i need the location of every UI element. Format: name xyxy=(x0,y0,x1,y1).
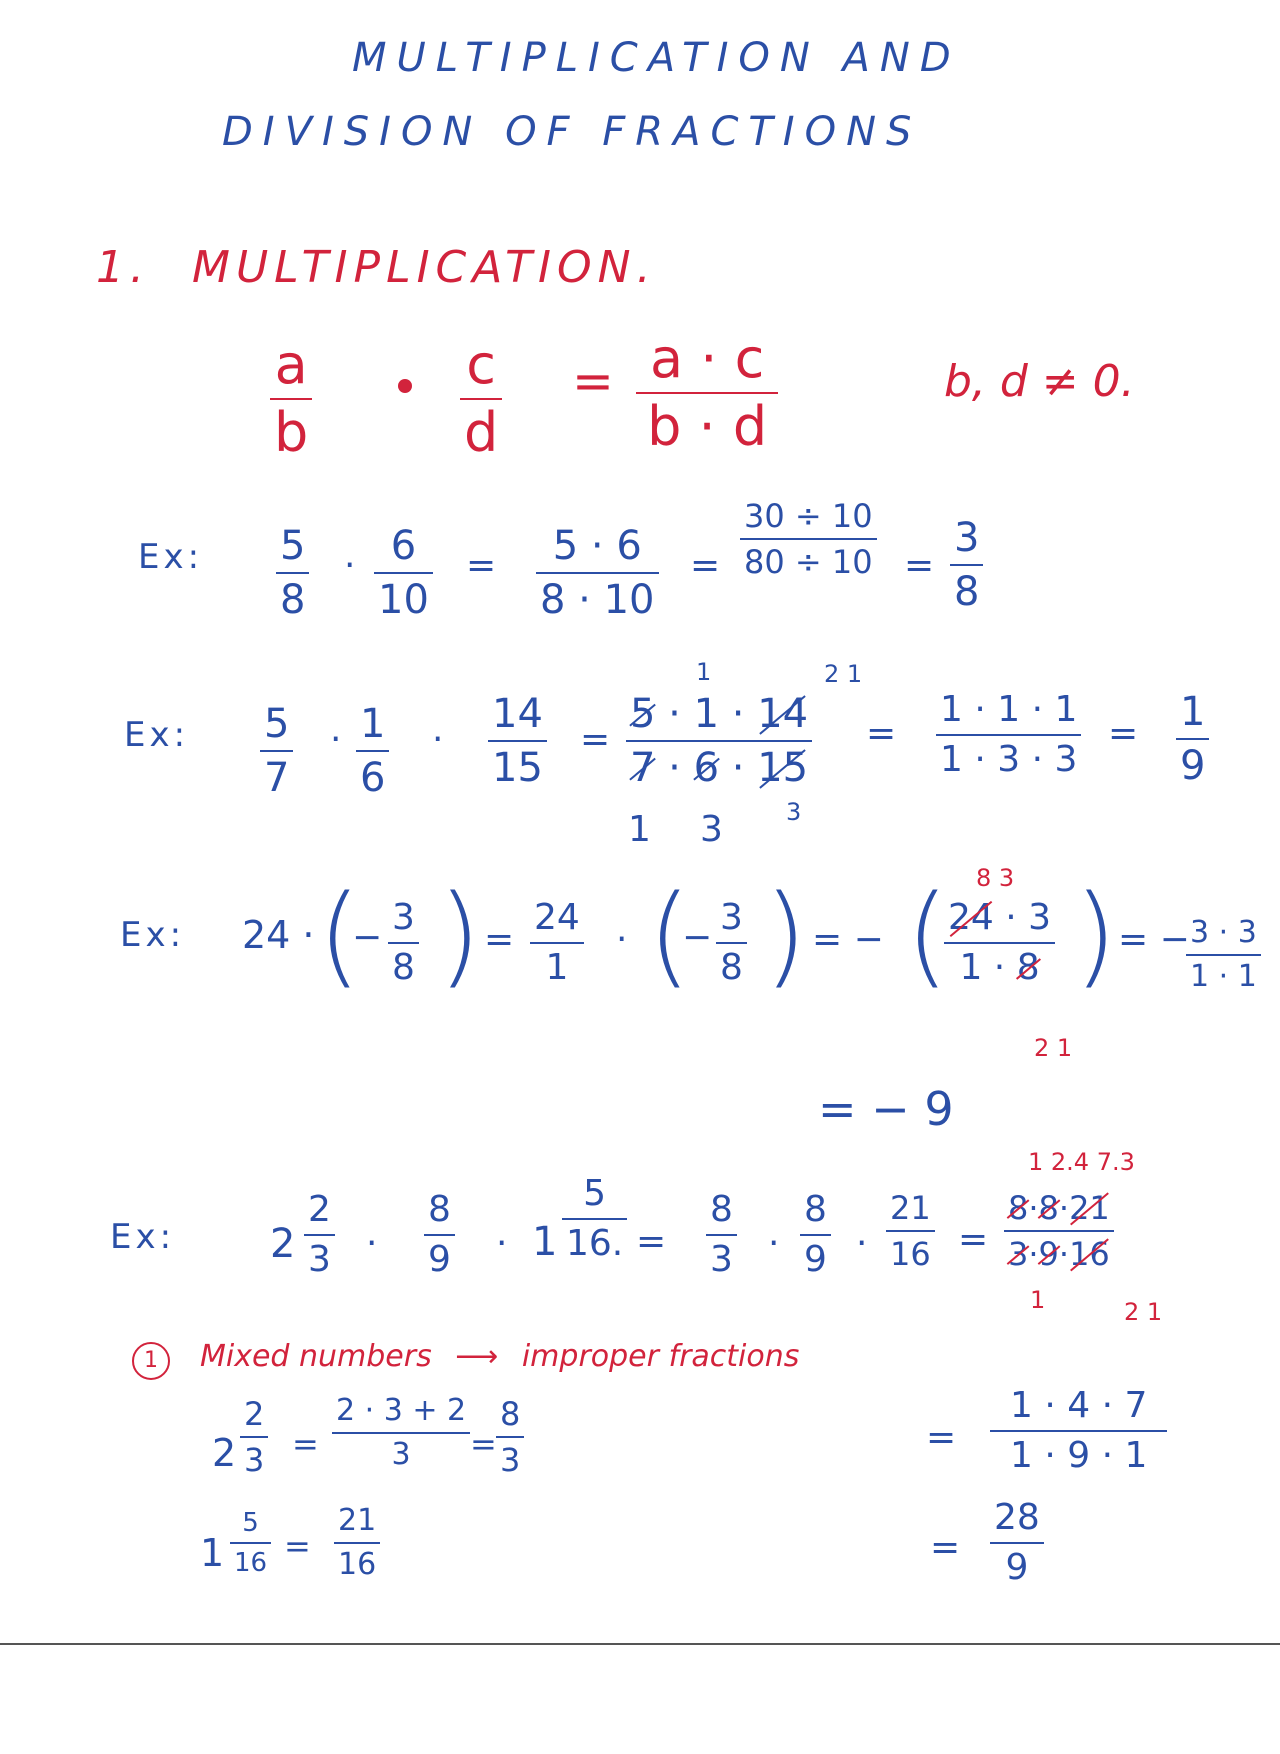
denominator: 1 xyxy=(545,947,569,988)
mixed-1-fraction xyxy=(240,1395,268,1479)
arrow-right-icon: ⟶ xyxy=(455,1339,499,1374)
fraction-bar xyxy=(1176,738,1209,740)
ex2-cancel-numerator xyxy=(626,691,812,737)
ex2-dot-2: · xyxy=(432,719,444,760)
rule-fraction-ab xyxy=(270,333,312,464)
denominator: 10 xyxy=(378,577,429,623)
fraction-bar xyxy=(332,1432,470,1434)
numerator: 5 xyxy=(242,1508,259,1538)
ex2-fraction-6 xyxy=(1176,689,1209,789)
ex2-cancel-fraction xyxy=(626,691,812,791)
ex3-paren-close-2: ) xyxy=(764,871,807,999)
numerator: 3 · 3 xyxy=(1190,915,1257,950)
ex4-equals-3: = xyxy=(926,1417,957,1458)
cancelled-14: 14 xyxy=(757,691,809,737)
note-step-badge: 1 xyxy=(132,1342,170,1380)
denominator: 9 xyxy=(1005,1547,1029,1588)
ex3-paren-close-1: ) xyxy=(438,871,481,999)
fraction-bar xyxy=(530,942,584,944)
fraction-bar xyxy=(374,572,433,574)
example-4-label: Ex: xyxy=(110,1217,176,1257)
numerator: 24 xyxy=(534,897,580,938)
ex3-paren-open-2: ( xyxy=(648,871,691,999)
ex4-result-1 xyxy=(990,1385,1167,1476)
ex4-equals-4: = xyxy=(930,1527,961,1568)
ex2-above-14: 2 1 xyxy=(824,660,863,688)
ex2-equals-2: = xyxy=(866,713,897,754)
cancelled-3: 3 xyxy=(1008,1235,1029,1273)
ex4-fraction-4 xyxy=(706,1189,737,1280)
ex4-cancel-numerator: 8·8·21 xyxy=(1008,1189,1110,1227)
denominator: 1 · 9 · 1 xyxy=(1010,1435,1148,1476)
cancelled-8b: 8 xyxy=(1038,1189,1059,1227)
cancelled-21: 21 xyxy=(1069,1189,1110,1227)
denominator: 16 xyxy=(338,1547,377,1582)
denominator: 8 · 10 xyxy=(540,577,655,623)
ex2-fraction-1 xyxy=(260,701,293,801)
ex1-fraction-4 xyxy=(740,497,877,581)
fraction-bar xyxy=(536,572,659,574)
denominator: 16 xyxy=(890,1235,931,1273)
ex2-below-15: 3 xyxy=(786,798,802,826)
mixed-1-equals-2: = xyxy=(470,1425,497,1463)
ex3-neg-1: − xyxy=(352,917,383,958)
mixed-2-whole: 1 xyxy=(200,1531,225,1575)
mixed-1-equals-1: = xyxy=(292,1425,319,1463)
fraction-bar xyxy=(488,740,547,742)
denominator: 16. xyxy=(566,1223,624,1264)
rule-fraction-cd xyxy=(460,333,502,464)
fraction-bar xyxy=(740,538,877,540)
ex3-equals-2: = − xyxy=(1118,919,1190,960)
ex4-dot-3: · xyxy=(768,1223,780,1264)
numerator: 8 xyxy=(804,1189,827,1230)
numerator: 30 ÷ 10 xyxy=(744,497,873,535)
mixed-1-result xyxy=(496,1395,524,1479)
page-divider xyxy=(0,1643,1280,1645)
rule-d: d xyxy=(464,401,499,464)
ex2-dot-1: · xyxy=(330,719,342,760)
denominator: 8 xyxy=(392,947,415,988)
mixed-2-fraction xyxy=(230,1510,271,1576)
fraction-bar xyxy=(936,734,1081,736)
denominator: 6 xyxy=(360,755,386,801)
ex3-fraction-1 xyxy=(388,897,419,988)
rule-ac: a · c xyxy=(650,327,765,390)
cancelled-16: 16 xyxy=(1069,1235,1110,1273)
ex1-fraction-5 xyxy=(950,515,983,615)
fraction-bar xyxy=(388,942,419,944)
example-3-label: Ex: xyxy=(120,915,186,955)
denominator: 8 xyxy=(280,577,306,623)
numerator: 3 xyxy=(954,515,980,561)
numerator: 6 xyxy=(390,523,417,569)
cancelled-5: 5 xyxy=(630,691,656,737)
numerator: 21 xyxy=(338,1503,377,1538)
ex3-cancel-denominator xyxy=(955,947,1043,988)
denominator: 8 xyxy=(954,569,980,615)
numerator: 2 xyxy=(308,1189,331,1230)
numerator: 5 xyxy=(280,523,306,569)
ex2-cancel-denominator xyxy=(626,745,812,791)
numerator: 21 xyxy=(890,1189,931,1227)
fraction-bar xyxy=(886,1230,935,1232)
multiplication-dot xyxy=(398,379,412,393)
ex4-fraction-6 xyxy=(886,1189,935,1273)
fraction-bar xyxy=(240,1436,268,1438)
ex3-above-24: 8 3 xyxy=(976,864,1015,892)
denominator: 7 xyxy=(264,755,290,801)
numerator: 3 xyxy=(392,897,415,938)
ex4-whole-1: 2 xyxy=(270,1221,296,1267)
ex4-fraction-1 xyxy=(304,1189,335,1280)
ex1-fraction-1 xyxy=(276,523,309,623)
mixed-1-step xyxy=(332,1393,470,1472)
ex1-fraction-3 xyxy=(536,523,659,623)
ex2-fraction-3 xyxy=(488,691,547,791)
ex3-paren-close-3: ) xyxy=(1074,871,1117,999)
rule-fraction-result xyxy=(636,327,778,458)
ex2-equals-1: = xyxy=(580,719,611,760)
fraction-bar xyxy=(950,564,983,566)
ex4-dot-2: · xyxy=(496,1223,508,1264)
fraction-bar xyxy=(636,392,778,394)
section-number: 1. xyxy=(96,242,150,293)
cancelled-24: 24 xyxy=(948,897,994,938)
numerator: 1 xyxy=(1180,689,1206,735)
ex4-result-2 xyxy=(990,1497,1044,1588)
rule-a: a xyxy=(274,333,308,396)
denominator: 9 xyxy=(428,1239,451,1280)
mixed-1-whole: 2 xyxy=(212,1431,237,1475)
section-title: MULTIPLICATION. xyxy=(191,242,657,293)
fraction-bar xyxy=(1186,954,1261,956)
denominator: 9 xyxy=(1180,743,1206,789)
denominator-1: 1 · xyxy=(959,947,1017,988)
ex1-fraction-2 xyxy=(374,523,433,623)
ex3-below-8: 2 1 xyxy=(1034,1034,1073,1062)
fraction-bar xyxy=(230,1542,271,1544)
fraction-bar xyxy=(304,1234,335,1236)
ex4-fraction-3 xyxy=(562,1173,627,1264)
denominator: 1 · 1 xyxy=(1190,959,1257,994)
numerator: 8 xyxy=(500,1395,521,1433)
numerator: 8 xyxy=(710,1189,733,1230)
ex2-above-5: 1 xyxy=(696,658,712,686)
fraction-bar xyxy=(990,1542,1044,1544)
ex4-dot-1: · xyxy=(366,1223,378,1264)
ex1-equals-2: = xyxy=(690,545,721,586)
denominator: 3 xyxy=(244,1441,265,1479)
ex3-cancel-numerator xyxy=(944,897,1055,938)
note-text-2: improper fractions xyxy=(521,1339,800,1374)
ex3-fraction-3 xyxy=(716,897,747,988)
fraction-bar xyxy=(800,1234,831,1236)
numerator: 1 · 4 · 7 xyxy=(1010,1385,1148,1426)
numerator: 8 xyxy=(428,1189,451,1230)
ex4-equals-1: = xyxy=(636,1221,667,1262)
ex4-whole-2: 1 xyxy=(532,1219,558,1265)
rule-c: c xyxy=(466,333,496,396)
fraction-bar xyxy=(260,750,293,752)
dot: · xyxy=(719,745,758,791)
fraction-bar xyxy=(1004,1230,1114,1232)
ex2-equals-3: = xyxy=(1108,713,1139,754)
ex4-below-left: 1 xyxy=(1030,1286,1046,1314)
fraction-bar xyxy=(990,1430,1167,1432)
ex1-equals-3: = xyxy=(904,545,935,586)
fraction-bar xyxy=(716,942,747,944)
ex1-dot: · xyxy=(344,545,356,586)
ex3-equals-minus: = − xyxy=(812,919,884,960)
note-mixed-numbers xyxy=(200,1339,800,1374)
fraction-bar xyxy=(626,740,812,742)
ex4-equals-2: = xyxy=(958,1219,989,1260)
denominator: 3 xyxy=(308,1239,331,1280)
ex2-fraction-2 xyxy=(356,701,389,801)
ex3-fraction-5 xyxy=(1186,915,1261,994)
ex4-above: 1 2.4 7.3 xyxy=(1028,1148,1135,1176)
denominator: 3 xyxy=(500,1441,521,1479)
ex3-cancel-fraction xyxy=(944,897,1055,988)
denominator: 8 xyxy=(720,947,743,988)
cancelled-6: 6 xyxy=(693,745,720,791)
ex2-below-6: 3 xyxy=(700,809,723,850)
example-2-label: Ex: xyxy=(124,715,190,755)
dot: · xyxy=(655,745,694,791)
ex3-lead: 24 · xyxy=(242,913,315,957)
denominator: 3 xyxy=(391,1437,411,1472)
ex3-neg-2: − xyxy=(682,917,713,958)
ex4-below-right: 2 1 xyxy=(1124,1298,1163,1326)
ex4-dot-4: · xyxy=(856,1223,868,1264)
ex2-fraction-5 xyxy=(936,689,1081,780)
ex3-paren-open-1: ( xyxy=(318,871,361,999)
ex4-cancel-denominator: 3·9·16 xyxy=(1008,1235,1110,1273)
fraction-bar xyxy=(356,750,389,752)
rule-condition: b, d ≠ 0. xyxy=(944,356,1135,407)
ex3-dot: · xyxy=(616,919,628,960)
numerator: 5 xyxy=(583,1173,607,1214)
fraction-bar xyxy=(334,1542,380,1544)
ex4-fraction-2 xyxy=(424,1189,455,1280)
denominator: 3 xyxy=(710,1239,733,1280)
fraction-bar xyxy=(706,1234,737,1236)
section-heading xyxy=(96,242,657,293)
ex4-fraction-5 xyxy=(800,1189,831,1280)
cancelled-9: 9 xyxy=(1038,1235,1059,1273)
mixed-2-result xyxy=(334,1503,380,1582)
fraction-bar xyxy=(424,1234,455,1236)
numerator: 2 · 3 + 2 xyxy=(336,1393,467,1428)
rule-equals: = xyxy=(572,352,614,410)
ex1-equals-1: = xyxy=(466,545,497,586)
numerator: 1 xyxy=(360,701,386,747)
title-line-1: MULTIPLICATION AND xyxy=(352,35,961,81)
cancelled-15: 15 xyxy=(757,745,809,791)
numerator: 14 xyxy=(492,691,543,737)
fraction-bar xyxy=(944,942,1055,944)
fraction-bar xyxy=(270,398,312,400)
denominator: 9 xyxy=(804,1239,827,1280)
numerator: 2 xyxy=(244,1395,265,1433)
ex3-fraction-2 xyxy=(530,897,584,988)
numerator: 5 xyxy=(264,701,290,747)
fraction-bar xyxy=(562,1218,627,1220)
numerator: 3 xyxy=(720,897,743,938)
ex4-cancel-fraction xyxy=(1004,1189,1114,1273)
denominator: 1 · 3 · 3 xyxy=(940,739,1078,780)
rule-bd: b · d xyxy=(647,395,768,458)
ex2-below-7: 1 xyxy=(628,809,651,850)
numerator: 28 xyxy=(994,1497,1040,1538)
numerator: 5 · 6 xyxy=(552,523,642,569)
fraction-bar xyxy=(496,1436,524,1438)
denominator: 15 xyxy=(492,745,543,791)
rule-b: b xyxy=(274,401,309,464)
example-1-label: Ex: xyxy=(138,537,204,577)
numerator-middle: · 1 · xyxy=(655,691,758,737)
mixed-2-equals: = xyxy=(284,1527,311,1565)
numerator: 1 · 1 · 1 xyxy=(940,689,1078,730)
denominator: 16 xyxy=(234,1548,268,1578)
note-text-1: Mixed numbers xyxy=(200,1339,432,1374)
denominator: 80 ÷ 10 xyxy=(744,543,873,581)
cancelled-8: 8 xyxy=(1016,947,1040,988)
ex3-equals-1: = xyxy=(484,919,515,960)
cancelled-8a: 8 xyxy=(1008,1189,1029,1227)
numerator-rest: · 3 xyxy=(993,897,1052,938)
fraction-bar xyxy=(460,398,502,400)
cancelled-7: 7 xyxy=(630,745,656,791)
fraction-bar xyxy=(276,572,309,574)
ex3-result: = − 9 xyxy=(818,1082,954,1136)
title-line-2: DIVISION OF FRACTIONS xyxy=(222,109,922,155)
ex3-paren-open-3: ( xyxy=(906,871,949,999)
